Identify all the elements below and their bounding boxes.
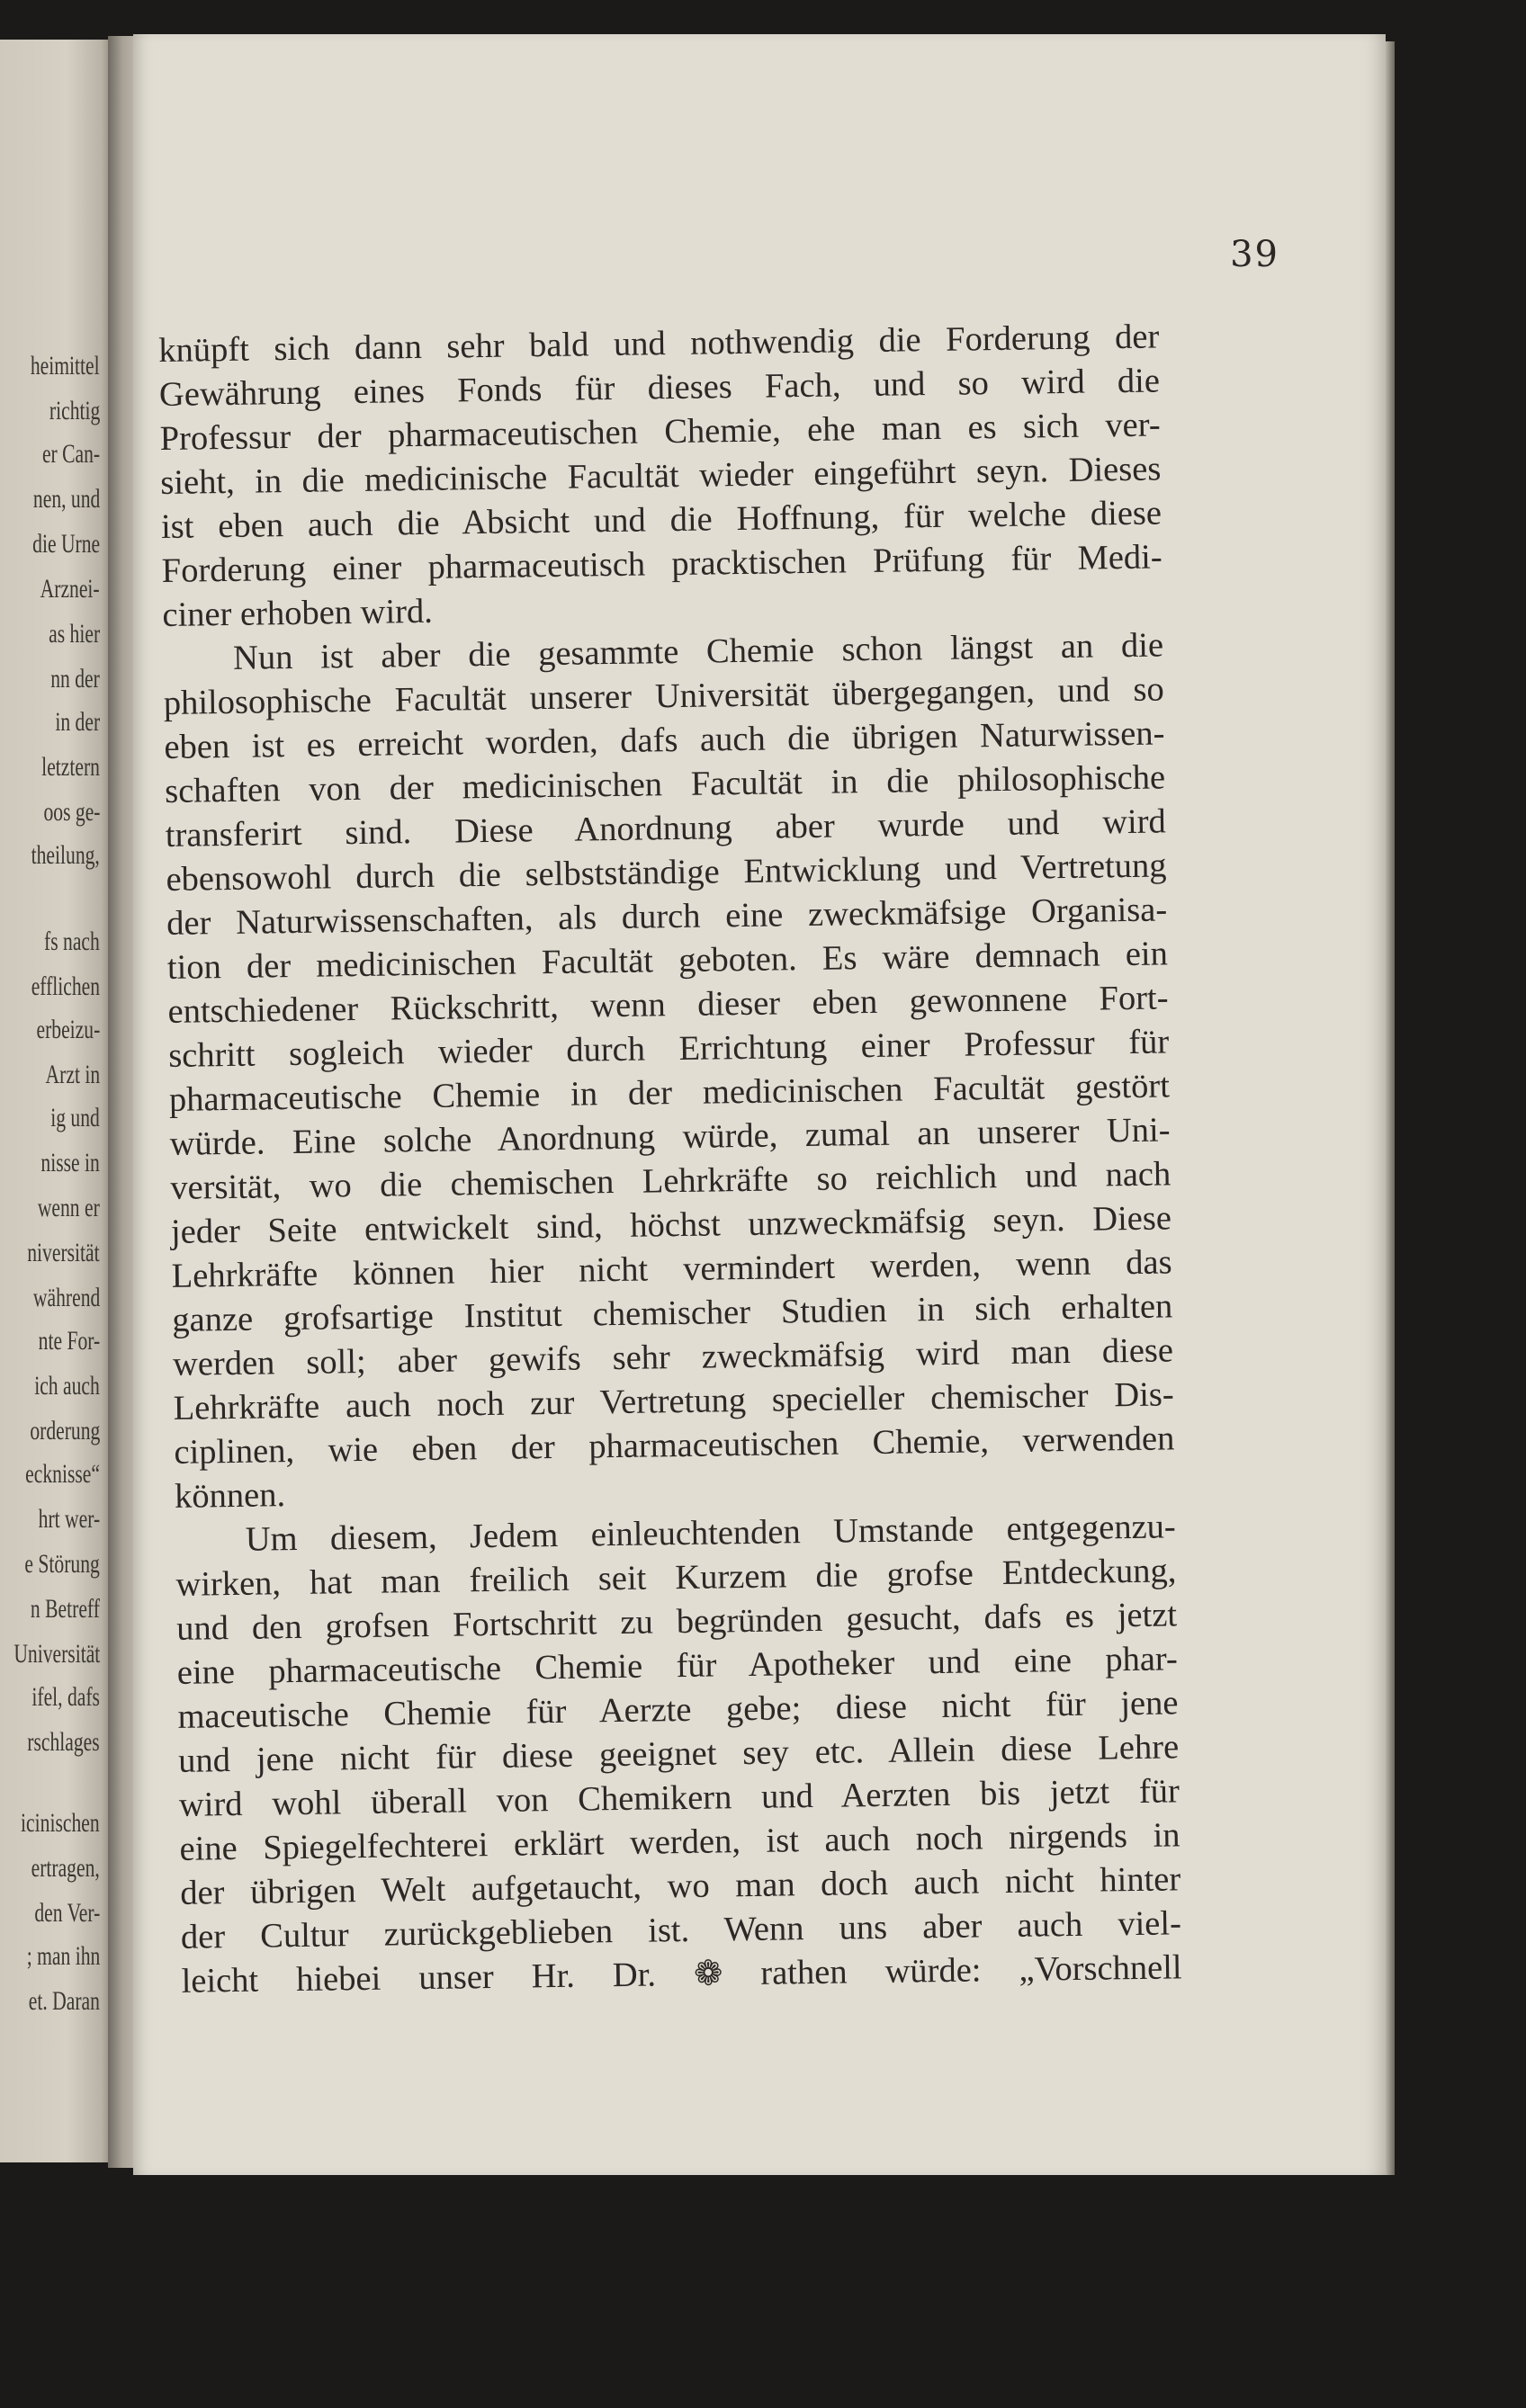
text-line: der Cultur zurückgeblieben ist. Wenn uns aber auch viel-	[180, 1904, 1182, 1956]
facing-page-fragment: nn der	[50, 664, 100, 694]
facing-page-fragment: nte For-	[38, 1326, 100, 1356]
text-line: Professur der pharmaceutischen Chemie, ehe man es sich ver-	[159, 406, 1161, 458]
text-line: ciplinen, wie eben der pharmaceutischen Chemie, verwenden	[174, 1419, 1175, 1472]
page-edge	[1386, 41, 1395, 2175]
facing-page-fragment: oos ge-	[43, 797, 100, 827]
book-page	[133, 34, 1386, 2175]
facing-page-fragment: n Betreff	[31, 1594, 100, 1624]
facing-page-fragment: hrt wer-	[38, 1504, 100, 1534]
facing-page-fragment: wenn er	[38, 1193, 100, 1222]
text-line: wird wohl überall von Chemikern und Aerzten bis jetzt für	[178, 1772, 1180, 1824]
text-line: werden soll; aber gewifs sehr zweckmäfsig wird man diese	[172, 1331, 1174, 1383]
facing-page-fragment: theilung,	[31, 840, 100, 870]
facing-page-fragment: den Ver-	[34, 1898, 100, 1928]
text-line: transferirt sind. Diese Anordnung aber wurde und wird	[165, 802, 1167, 855]
text-line: wirken, hat man freilich seit Kurzem die grofse Entdeckung,	[175, 1552, 1177, 1604]
text-line: pharmaceutische Chemie in der medicinischen Facultät gestört	[168, 1067, 1171, 1119]
text-line: tion der medicinischen Facultät geboten. Es wäre demnach ein	[166, 935, 1169, 987]
facing-page-fragment: ; man ihn	[26, 1941, 100, 1971]
text-line: maceutische Chemie für Aerzte gebe; diese nicht für jene	[177, 1684, 1179, 1736]
text-line: eine pharmaceutische Chemie für Apotheker und eine phar-	[176, 1640, 1179, 1692]
text-line: ist eben auch die Absicht und die Hoffnung, für welche diese	[160, 494, 1162, 546]
facing-page-fragment: nen, und	[32, 484, 100, 514]
text-line: ciner erhoben wird.	[162, 592, 434, 634]
facing-page-fragment: fs nach	[44, 926, 100, 956]
text-line: Gewährung eines Fonds für dieses Fach, und so wird die	[158, 362, 1161, 414]
facing-page-fragment: ig und	[50, 1103, 100, 1132]
facing-page-fragment: orderung	[30, 1416, 100, 1446]
facing-page-fragment: erbeizu-	[36, 1015, 100, 1044]
facing-page-fragment: nisse in	[40, 1148, 100, 1177]
text-line: philosophische Facultät unserer Universität übergegangen, und so	[163, 670, 1164, 722]
facing-page-fragment: et. Daran	[28, 1986, 100, 2016]
facing-page-fragment: icinischen	[21, 1808, 100, 1838]
facing-page-fragment: Arzt in	[45, 1060, 100, 1089]
facing-page-fragment: ifel, dafs	[31, 1682, 100, 1712]
facing-page-fragment: e Störung	[24, 1549, 100, 1579]
text-line: der Naturwissenschaften, als durch eine zweckmäfsige Organisa-	[166, 891, 1168, 943]
facing-page-fragment: ich auch	[34, 1371, 100, 1401]
facing-page-fragment: Universität	[13, 1639, 100, 1669]
text-line: entschiedener Rückschritt, wenn dieser eben gewonnene Fort-	[167, 979, 1169, 1031]
body-text	[158, 315, 1182, 2003]
text-line: eben ist es erreicht worden, dafs auch die übrigen Naturwissen-	[164, 714, 1165, 766]
facing-page-fragment: ecknisse“	[25, 1459, 100, 1489]
text-line: Forderung einer pharmaceutisch pracktischen Prüfung für Medi-	[161, 538, 1162, 590]
facing-page-fragment: heimittel	[31, 351, 100, 380]
text-line: Lehrkräfte auch noch zur Vertretung specieller chemischer Dis-	[173, 1375, 1174, 1428]
text-line: jeder Seite entwickelt sind, höchst unzweckmäfsig seyn. Diese	[170, 1199, 1172, 1251]
facing-page-fragment: er Can-	[41, 439, 100, 469]
facing-page-fragment: während	[32, 1283, 100, 1312]
text-line: Nun ist aber die gesammte Chemie schon längst an die	[232, 626, 1164, 677]
text-line: leicht hiebei unser Hr. Dr. ❁ rathen würde: „Vorschnell	[181, 1948, 1182, 2001]
text-line: schritt sogleich wieder durch Errichtung einer Professur für	[167, 1023, 1170, 1075]
facing-page-fragment: Arznei-	[40, 574, 100, 604]
facing-page-fragment: ertragen,	[31, 1853, 100, 1883]
facing-page-fragment: efflichen	[31, 971, 100, 1001]
text-line: würde. Eine solche Anordnung würde, zumal an unserer Uni-	[169, 1111, 1171, 1163]
facing-page-fragment: in der	[55, 707, 100, 737]
text-line: und jene nicht für diese geeignet sey etc. Allein diese Lehre	[177, 1728, 1180, 1780]
facing-page-fragment: die Urne	[32, 529, 100, 559]
facing-page-fragment: as hier	[49, 619, 100, 649]
page-number: 39	[1230, 234, 1279, 275]
text-line: Um diesem, Jedem einleuchtenden Umstande entgegenzu-	[245, 1508, 1176, 1559]
facing-page-fragment: rschlages	[27, 1727, 100, 1757]
text-line: können.	[174, 1476, 286, 1516]
text-line: ganze grofsartige Institut chemischer Studien in sich erhalten	[172, 1287, 1173, 1339]
text-line: und den grofsen Fortschritt zu begründen gesucht, dafs es jetzt	[175, 1596, 1178, 1648]
facing-page-fragment: letztern	[41, 752, 100, 782]
text-line: der übrigen Welt aufgetaucht, wo man doch auch nicht hinter	[179, 1860, 1181, 1912]
text-line: sieht, in die medicinische Facultät wieder eingeführt seyn. Dieses	[160, 450, 1162, 502]
text-line: schaften von der medicinischen Facultät in die philosophische	[164, 758, 1166, 810]
text-line: eine Spiegelfechterei erklärt werden, ist auch noch nirgends in	[179, 1816, 1180, 1868]
text-line: knüpft sich dann sehr bald und nothwendig die Forderung der	[158, 318, 1160, 370]
text-line: versität, wo die chemischen Lehrkräfte so reichlich und nach	[170, 1155, 1171, 1207]
facing-page-left	[0, 40, 112, 2162]
text-line: Lehrkräfte können hier nicht vermindert werden, wenn das	[171, 1243, 1172, 1295]
facing-page-fragment: niversität	[27, 1238, 100, 1267]
facing-page-fragment: richtig	[49, 396, 100, 425]
text-line: ebensowohl durch die selbstständige Entwicklung und Vertretung	[166, 846, 1167, 899]
